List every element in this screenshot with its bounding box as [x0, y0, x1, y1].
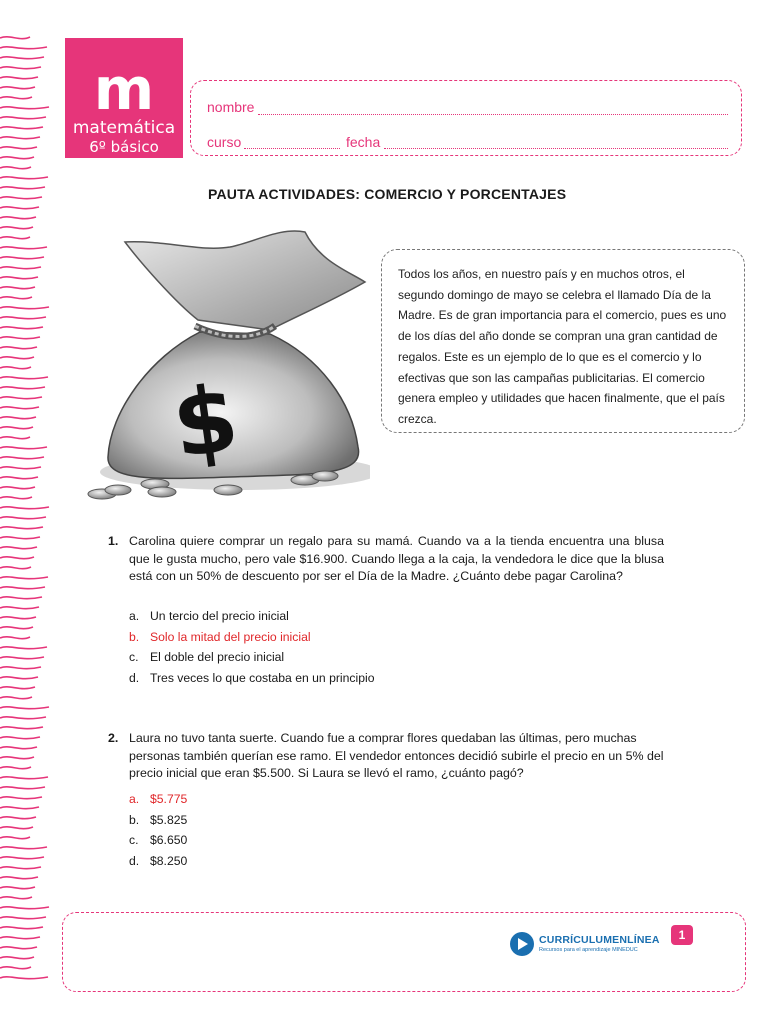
- wave-line: [0, 477, 38, 479]
- wave-line: [0, 417, 36, 419]
- wave-line: [0, 547, 37, 549]
- wave-line: [0, 337, 40, 339]
- wave-line: [0, 267, 41, 269]
- wave-line: [0, 947, 37, 949]
- wave-line: [0, 637, 30, 639]
- wave-line: [0, 47, 47, 49]
- question-number: 2.: [108, 731, 119, 745]
- wave-line: [0, 587, 45, 589]
- option-b-correct[interactable]: [129, 627, 374, 648]
- wave-line: [0, 647, 47, 649]
- wave-line: [0, 737, 40, 739]
- wave-line: [0, 77, 38, 79]
- wave-line: [0, 487, 35, 489]
- option-letter: b.: [129, 812, 140, 827]
- wave-line: [0, 297, 32, 299]
- wave-line: [0, 327, 43, 329]
- option-letter: d.: [129, 670, 140, 685]
- name-field[interactable]: [258, 114, 728, 115]
- curriculum-brand-logo[interactable]: [510, 932, 660, 958]
- wave-line: [0, 927, 43, 929]
- wave-line: [0, 787, 45, 789]
- wave-line: [0, 837, 30, 839]
- wave-line: [0, 137, 40, 139]
- wave-line: [0, 867, 41, 869]
- question-text: Laura no tuvo tanta suerte. Cuando fue a comprar flores quedaban las últimas, pero muchas personas también querían ese ramo. El vendedor entonces decidió subirle el precio en un 5% del precio inicial que eran $5.500. Si Laura se llevó el ramo, ¿cuánto pagó?: [129, 731, 664, 780]
- wave-line: [0, 537, 40, 539]
- wave-line: [0, 127, 43, 129]
- wave-line: [0, 937, 40, 939]
- option-b[interactable]: [129, 810, 187, 831]
- wave-line: [0, 377, 48, 379]
- wave-line: [0, 97, 32, 99]
- option-text: $8.250: [150, 853, 188, 868]
- wave-line: [0, 457, 44, 459]
- wave-line: [0, 397, 42, 399]
- play-arrow-icon: [510, 932, 534, 956]
- logo-subject: matemática: [72, 118, 176, 138]
- option-text: Tres veces lo que costaba en un principio: [150, 670, 375, 685]
- wave-line: [0, 307, 49, 309]
- wave-line: [0, 447, 47, 449]
- wave-line: [0, 467, 41, 469]
- wave-line: [0, 957, 34, 959]
- wave-line: [0, 917, 46, 919]
- option-text: El doble del precio inicial: [150, 650, 285, 665]
- wave-line: [0, 627, 33, 629]
- wave-line: [0, 277, 38, 279]
- wave-line: [0, 227, 33, 229]
- margin-decoration: [0, 0, 56, 1024]
- wave-line: [0, 757, 34, 759]
- wave-line: [0, 777, 48, 779]
- wave-line: [0, 67, 41, 69]
- option-c[interactable]: [129, 830, 187, 851]
- wave-line: [0, 597, 42, 599]
- option-text: $5.825: [150, 812, 188, 827]
- wave-line: [0, 507, 49, 509]
- name-label: nombre: [207, 99, 255, 115]
- wave-line: [0, 187, 45, 189]
- brand-tagline: Recursos para el aprendizaje MINEDUC: [539, 947, 638, 953]
- wave-line: [0, 617, 36, 619]
- wave-line: [0, 767, 31, 769]
- wave-line: [0, 847, 47, 849]
- wave-line: [0, 807, 39, 809]
- wave-line: [0, 237, 30, 239]
- wave-line: [0, 697, 32, 699]
- document-title: PAUTA ACTIVIDADES: COMERCIO Y PORCENTAJES: [208, 186, 567, 202]
- intro-text-box: [381, 249, 745, 433]
- wave-line: [0, 197, 42, 199]
- wave-line: [0, 747, 37, 749]
- wave-line: [0, 87, 35, 89]
- wave-line: [0, 387, 45, 389]
- wave-line: [0, 407, 39, 409]
- wave-line: [0, 657, 44, 659]
- option-letter: c.: [129, 833, 139, 848]
- wave-line: [0, 677, 38, 679]
- option-c[interactable]: [129, 647, 374, 668]
- money-bag-illustration: [80, 222, 370, 512]
- intro-text: Todos los años, en nuestro país y en muchos otros, el segundo domingo de mayo se celebra el llamado Día de la Madre. Es de gran importancia para el comercio, pues es uno de los días del año donde se compran una gran cantidad de regalos. Este es un ejemplo de lo que es el comercio y lo efectivas que son las campañas publicitarias. El comercio genera empleo y utilidades que hacen finalmente, que el país crezca.: [398, 267, 727, 426]
- wave-line: [0, 887, 35, 889]
- wave-line: [0, 567, 31, 569]
- dollar-sign-icon: $: [166, 364, 245, 480]
- wave-line: [0, 37, 30, 39]
- wave-line: [0, 207, 39, 209]
- wave-line: [0, 707, 49, 709]
- option-letter: c.: [129, 650, 139, 665]
- option-text: Solo la mitad del precio inicial: [150, 629, 311, 644]
- option-letter: b.: [129, 629, 140, 644]
- wave-line: [0, 147, 37, 149]
- option-text: Un tercio del precio inicial: [150, 609, 289, 623]
- wave-line: [0, 257, 44, 259]
- option-d[interactable]: [129, 851, 187, 872]
- wave-line: [0, 667, 41, 669]
- wave-line: [0, 557, 34, 559]
- option-a[interactable]: [129, 606, 374, 627]
- wave-line: [0, 607, 39, 609]
- wave-line: [0, 427, 33, 429]
- wave-line: [0, 437, 30, 439]
- wave-line: [0, 167, 31, 169]
- course-field[interactable]: [244, 148, 340, 149]
- option-text: $5.775: [150, 792, 188, 806]
- page-number: 1: [671, 925, 693, 945]
- wave-line: [0, 527, 43, 529]
- wave-line: [0, 517, 46, 519]
- question-text: Carolina quiere comprar un regalo para su mamá. Cuando va a la tienda encuentra una blusa que le gusta mucho, pero vale $16.900. Cuando llega a la caja, la vendedora le dice que la blusa está con un 50% de descuento por ser el Día de la Madre. ¿Cuánto debe pagar Carolina?: [129, 534, 664, 583]
- wave-line: [0, 907, 49, 909]
- option-a-correct[interactable]: [129, 789, 187, 810]
- course-label: curso: [207, 134, 242, 150]
- wave-line: [0, 577, 48, 579]
- wave-line: [0, 977, 48, 979]
- wave-line: [0, 967, 31, 969]
- brand-name: CURRÍCULUMENLÍNEA: [539, 934, 660, 946]
- wave-line: [0, 157, 34, 159]
- option-text: $6.650: [150, 833, 188, 848]
- wave-line: [0, 107, 49, 109]
- student-info-box: [190, 80, 742, 156]
- wave-line: [0, 827, 33, 829]
- option-letter: d.: [129, 853, 140, 868]
- wave-line: [0, 497, 32, 499]
- question-number: 1.: [108, 534, 119, 548]
- option-letter: a.: [129, 609, 140, 623]
- date-field[interactable]: [384, 148, 728, 149]
- wave-line: [0, 897, 32, 899]
- wave-line: [0, 57, 44, 59]
- question-2: [108, 730, 664, 783]
- question-1-options: [129, 606, 374, 688]
- question-1: [108, 533, 664, 586]
- subject-logo: [65, 38, 183, 158]
- wave-line: [0, 687, 35, 689]
- option-letter: a.: [129, 792, 140, 806]
- question-2-options: [129, 789, 187, 871]
- wave-line: [0, 877, 38, 879]
- wave-line: [0, 247, 47, 249]
- wave-line: [0, 317, 46, 319]
- date-label: fecha: [346, 134, 381, 150]
- wave-line: [0, 797, 42, 799]
- wave-line: [0, 727, 43, 729]
- wave-line: [0, 217, 36, 219]
- wave-line: [0, 117, 46, 119]
- option-d[interactable]: [129, 668, 374, 689]
- wave-line: [0, 287, 35, 289]
- wave-line: [0, 717, 46, 719]
- wave-line: [0, 347, 37, 349]
- wave-line: [0, 857, 44, 859]
- wave-line: [0, 357, 34, 359]
- logo-letter: m: [93, 55, 155, 123]
- wave-line: [0, 817, 36, 819]
- logo-grade: 6º básico: [89, 138, 159, 156]
- wave-line: [0, 367, 31, 369]
- wave-line: [0, 177, 48, 179]
